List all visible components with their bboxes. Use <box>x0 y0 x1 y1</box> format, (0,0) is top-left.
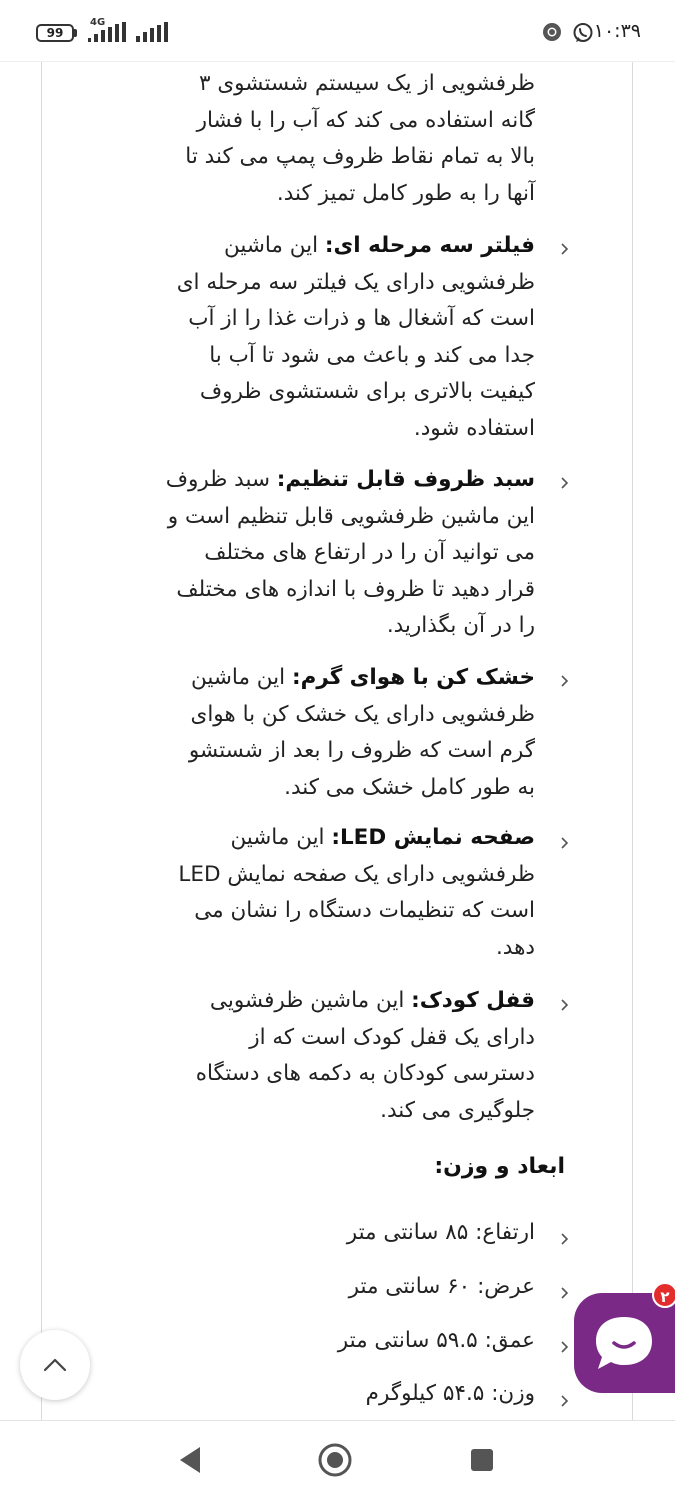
feature-title: سبد ظروف قابل تنظیم: <box>276 467 535 492</box>
dimensions-heading: ابعاد و وزن: <box>434 1154 565 1179</box>
feature-title: فیلتر سه مرحله ای: <box>324 233 535 258</box>
network-type: 4G <box>90 17 106 28</box>
feature-text: این ماشین ظرفشویی دارای یک فیلتر سه مرحله ای است که آشغال ها و ذرات غذا را از آب جدا می کند و باعث می شود تا آب با کیفیت بالاتری برای شستشوی ظروف استفاده شود. <box>176 233 535 441</box>
battery-tip <box>74 29 77 37</box>
feature-text: این ماشین ظرفشویی دارای یک قفل کودک است که از دسترسی کودکان به دکمه های دستگاه جلوگیری می کند. <box>195 988 535 1123</box>
signal-icon <box>136 22 168 44</box>
spec-label: وزن: <box>491 1381 535 1406</box>
feature-hot-air-dryer <box>165 660 535 806</box>
spec-label: عمق: <box>484 1328 535 1353</box>
scroll-to-top-button[interactable] <box>20 1330 90 1400</box>
feature-text: این ماشین ظرفشویی دارای یک خشک کن با هوای گرم است که ظروف را بعد از شستشو به طور کامل خشک می کند. <box>188 665 535 800</box>
spec-value: ۸۵ سانتی متر <box>346 1220 469 1245</box>
chevron-right-icon <box>556 996 574 1014</box>
battery-level: 99 <box>46 26 64 40</box>
feature-text: ظرفشویی از یک سیستم شستشوی ۳ گانه استفاده می کند که آب را با فشار بالا به تمام نقاط ظروف پمپ می کند تا آنها را به طور کامل تمیز کند. <box>185 71 535 206</box>
feature-three-stage-filter <box>165 228 535 447</box>
spec-depth <box>338 1328 535 1353</box>
chevron-right-icon <box>556 1338 574 1356</box>
battery-icon <box>36 24 74 42</box>
spec-width <box>349 1274 535 1299</box>
whatsapp-icon <box>572 22 594 44</box>
chevron-right-icon <box>556 474 574 492</box>
feature-led-display <box>165 820 535 966</box>
chevron-right-icon <box>556 1392 574 1410</box>
chevron-right-icon <box>556 1230 574 1248</box>
feature-child-lock <box>165 983 535 1129</box>
spec-label: ارتفاع: <box>475 1220 535 1245</box>
back-icon[interactable] <box>176 1445 202 1475</box>
home-icon[interactable] <box>317 1442 353 1478</box>
spec-value: ۶۰ سانتی متر <box>348 1274 471 1299</box>
signal-icon <box>88 22 130 44</box>
chat-badge: ۲ <box>652 1282 675 1308</box>
spec-height <box>347 1220 535 1245</box>
chrome-icon <box>542 22 562 42</box>
feature-text: سبد ظروف این ماشین ظرفشویی قابل تنظیم است و می توانید آن را در ارتفاع های مختلف قرار دهید تا ظروف با اندازه های مختلف را در آن بگذارید. <box>165 467 535 638</box>
feature-title: خشک کن با هوای گرم: <box>291 665 535 690</box>
recents-icon[interactable] <box>470 1448 494 1472</box>
chat-icon <box>574 1293 675 1393</box>
feature-title: قفل کودک: <box>411 988 535 1013</box>
chat-button[interactable] <box>574 1293 675 1393</box>
chevron-right-icon <box>556 834 574 852</box>
feature-wash-system <box>165 66 535 212</box>
navigation-bar <box>0 1421 675 1500</box>
feature-text: این ماشین ظرفشویی دارای یک صفحه نمایش LED است که تنظیمات دستگاه را نشان می دهد. <box>178 825 535 960</box>
spec-label: عرض: <box>477 1274 535 1299</box>
chevron-up-icon <box>20 1330 90 1400</box>
feature-adjustable-rack <box>165 462 535 645</box>
feature-title: صفحه نمایش LED: <box>331 825 535 850</box>
spec-value: ۵۴.۵ کیلوگرم <box>365 1381 485 1406</box>
spec-weight <box>366 1381 535 1406</box>
clock: ۱۰:۳۹ <box>593 20 641 42</box>
chevron-right-icon <box>556 1284 574 1302</box>
status-bar <box>0 0 675 62</box>
chevron-right-icon <box>556 672 574 690</box>
chevron-right-icon <box>556 240 574 258</box>
spec-value: ۵۹.۵ سانتی متر <box>337 1328 478 1353</box>
